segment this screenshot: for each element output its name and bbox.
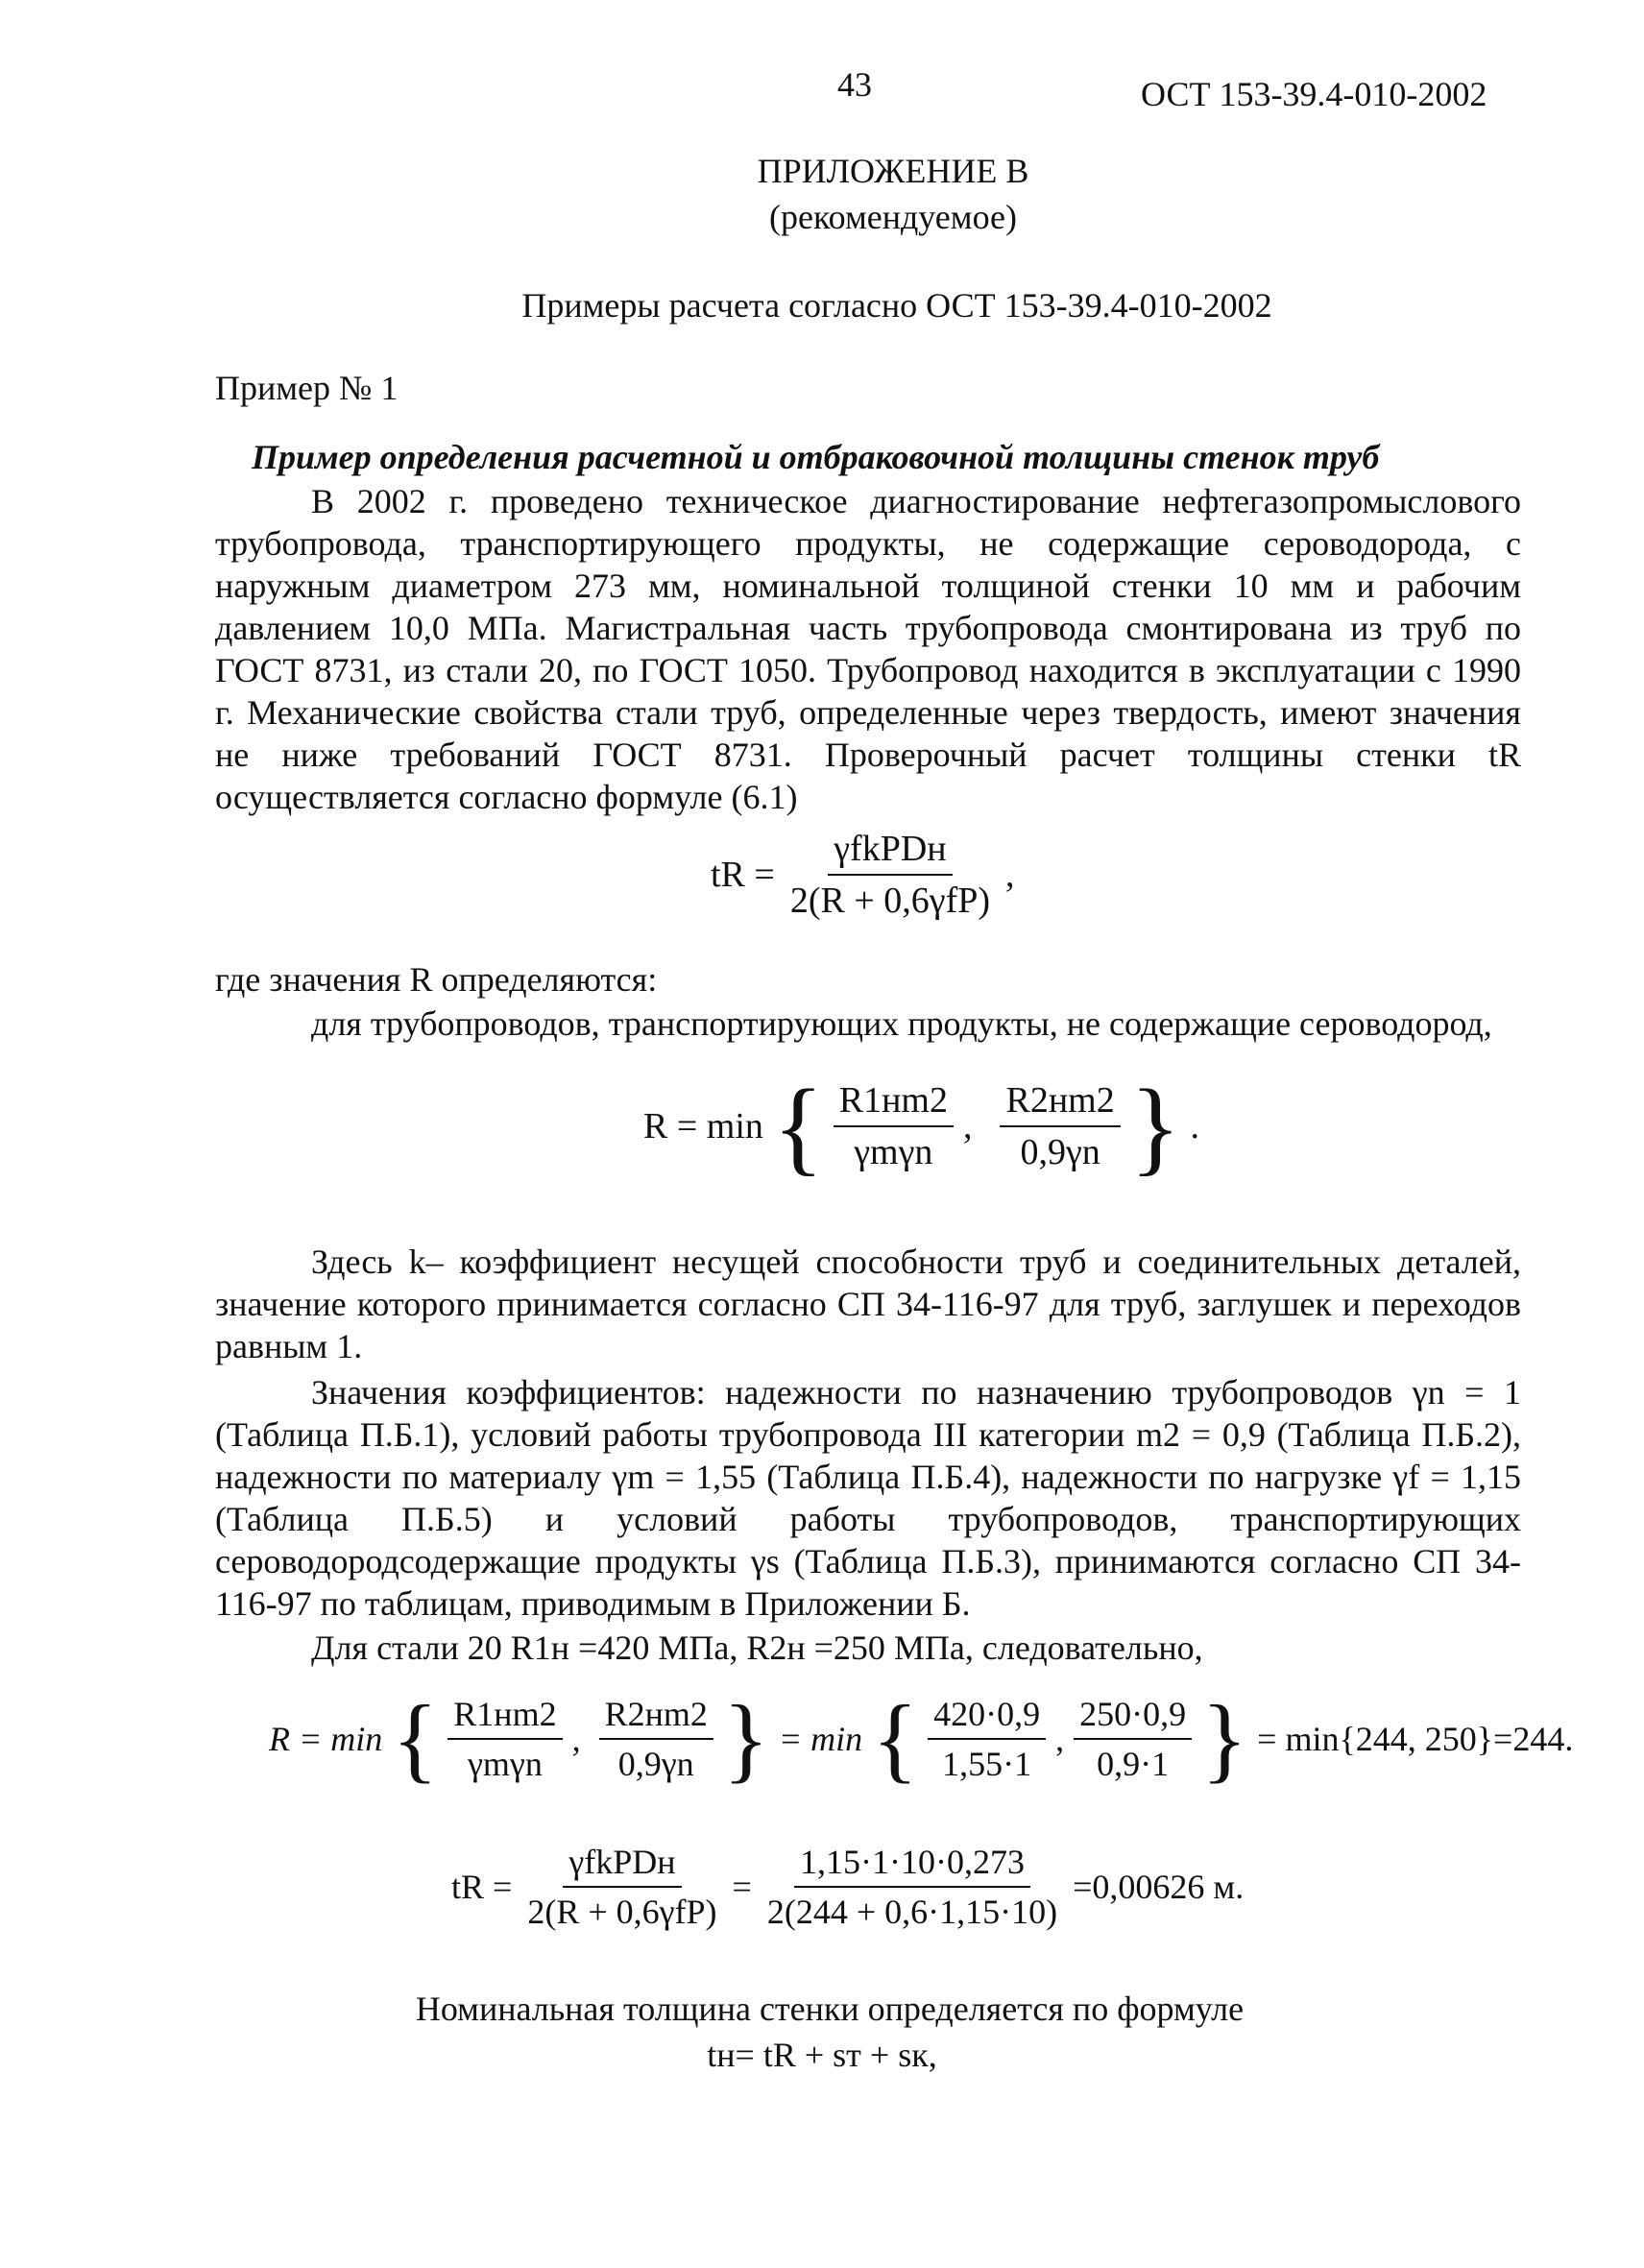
k-text: Здесь k– коэффициент несущей способности труб и соединительных деталей, значение которого принимается согласно СП 34-116-97 для труб, заглушек и переходов равным 1. xyxy=(215,1243,1521,1365)
nominal-formula: tн= tR + sт + sк, xyxy=(707,2036,937,2074)
formula-tR xyxy=(711,828,1015,922)
calc-R-f1-numerator: R1нm2 xyxy=(447,1694,562,1740)
intro-paragraph xyxy=(215,480,1521,818)
calc-num-fraction-2 xyxy=(1074,1694,1192,1784)
formula-tR-end: , xyxy=(1005,855,1015,895)
appendix-subtitle: (рекомендуемое) xyxy=(769,198,1017,236)
formula-R-f2-denominator: 0,9γn xyxy=(1020,1132,1100,1172)
formula-R xyxy=(643,1068,1200,1185)
formula-tR-lhs: tR = xyxy=(711,855,775,895)
formula-R-lhs: R = min xyxy=(643,1106,763,1146)
appendix-heading: Примеры расчета согласно ОСТ 153-39.4-010-2002 xyxy=(521,286,1272,325)
calc-num-fraction-1 xyxy=(928,1694,1046,1784)
calc-tR-fraction-2 xyxy=(762,1842,1063,1932)
where-r-text: где значения R определяются: xyxy=(215,960,658,999)
pipelines-paragraph xyxy=(215,1002,1521,1045)
formula-R-f1-numerator: R1нm2 xyxy=(834,1079,954,1127)
formula-R-f1-denominator: γmγn xyxy=(854,1132,933,1172)
calc-tR xyxy=(451,1842,1244,1932)
pipelines-text: для трубопроводов, транспортирующих продукты, не содержащие сероводород, xyxy=(311,1004,1492,1043)
standard-code: ОСТ 153-39.4-010-2002 xyxy=(1141,75,1487,113)
calc-R-lhs: R = min xyxy=(269,1720,383,1758)
calc-R-f2-numerator: R2нm2 xyxy=(599,1694,713,1740)
calc-brace2-left-icon: { xyxy=(872,1685,919,1792)
calc-brace-left-icon: { xyxy=(392,1685,439,1792)
appendix-title: ПРИЛОЖЕНИЕ В xyxy=(757,152,1029,190)
formula-R-end: . xyxy=(1190,1106,1200,1146)
calc-den1: 1,55·1 xyxy=(942,1745,1032,1783)
formula-tR-fraction xyxy=(785,828,996,922)
calc-R-fraction-1 xyxy=(447,1694,562,1784)
calc-tR-result: =0,00626 м. xyxy=(1073,1868,1245,1906)
nominal-text: Номинальная толщина стенки определяется по формуле xyxy=(415,1990,1245,2028)
example-title: Пример определения расчетной и отбраковочной толщины стенок труб xyxy=(252,438,1380,476)
calc-R xyxy=(269,1686,1573,1792)
calc-tR-denominator: 2(R + 0,6γfP) xyxy=(527,1893,717,1931)
steel-paragraph xyxy=(215,1627,1521,1669)
brace-left-icon: { xyxy=(772,1068,824,1185)
formula-tR-denominator: 2(R + 0,6γfP) xyxy=(789,881,991,921)
calc-tR-numerator-2: 1,15·1·10·0,273 xyxy=(794,1842,1030,1888)
coef-paragraph xyxy=(215,1371,1521,1625)
formula-R-fraction-1 xyxy=(834,1079,954,1173)
comma-separator: , xyxy=(962,1106,991,1146)
formula-R-fraction-2 xyxy=(1000,1079,1120,1173)
calc-tR-equals: = xyxy=(732,1868,752,1906)
calc-num1: 420·0,9 xyxy=(928,1694,1046,1740)
calc-comma-2: , xyxy=(1055,1720,1065,1758)
calc-tR-lhs: tR = xyxy=(451,1868,513,1906)
calc-eq-min: = min xyxy=(778,1720,863,1758)
calc-R-fraction-2 xyxy=(599,1694,713,1784)
calc-brace-right-icon: } xyxy=(722,1685,769,1792)
calc-tR-denominator-2: 2(244 + 0,6·1,15·10) xyxy=(766,1893,1058,1931)
calc-tR-fraction-1 xyxy=(521,1842,722,1932)
intro-text: В 2002 г. проведено техническое диагностирование нефтегазопромыслового трубопровода, транспортирующего продукты, не содержащие сероводорода, с наружным диаметром 273 мм, номинальной толщиной стенки 10 мм и рабочим давлением 10,0 МПа. Магистральная часть трубопровода смонтирована из труб по ГОСТ 8731, из стали 20, по ГОСТ 1050. Трубопровод находится в эксплуатации с 1990 г. Механические свойства стали труб, определенные через твердость, имеют значения не ниже требований ГОСТ 8731. Проверочный расчет толщины стенки tR осуществляется согласно формуле (6.1) xyxy=(215,482,1521,816)
calc-brace2-right-icon: } xyxy=(1201,1685,1248,1792)
calc-result: = min{244, 250}=244. xyxy=(1257,1720,1574,1758)
calc-R-f2-denominator: 0,9γn xyxy=(617,1745,694,1783)
calc-comma-1: , xyxy=(571,1720,590,1758)
calc-num2: 250·0,9 xyxy=(1074,1694,1192,1740)
formula-R-f2-numerator: R2нm2 xyxy=(1000,1079,1120,1127)
page-number: 43 xyxy=(837,65,872,104)
coef-text: Значения коэффициентов: надежности по назначению трубопроводов γn = 1 (Таблица П.Б.1), условий работы трубопровода III категории m2 = 0,9 (Таблица П.Б.2), надежности по материалу γm = 1,55 (Таблица П.Б.4), надежности по нагрузке γf = 1,15 (Таблица П.Б.5) и условий работы трубопроводов, транспортирующих сероводородсодержащие продукты γs (Таблица П.Б.3), принимаются согласно СП 34-116-97 по таблицам, приводимым в Приложении Б. xyxy=(215,1373,1521,1623)
example-label: Пример № 1 xyxy=(215,369,399,407)
formula-tR-numerator: γfkPDн xyxy=(828,828,952,876)
calc-den2: 0,9·1 xyxy=(1097,1745,1170,1783)
brace-right-icon: } xyxy=(1129,1068,1181,1185)
calc-tR-numerator: γfkPDн xyxy=(563,1842,681,1888)
steel-text: Для стали 20 R1н =420 МПа, R2н =250 МПа, следовательно, xyxy=(311,1629,1203,1667)
k-paragraph xyxy=(215,1241,1521,1367)
calc-R-f1-denominator: γmγn xyxy=(468,1745,543,1783)
